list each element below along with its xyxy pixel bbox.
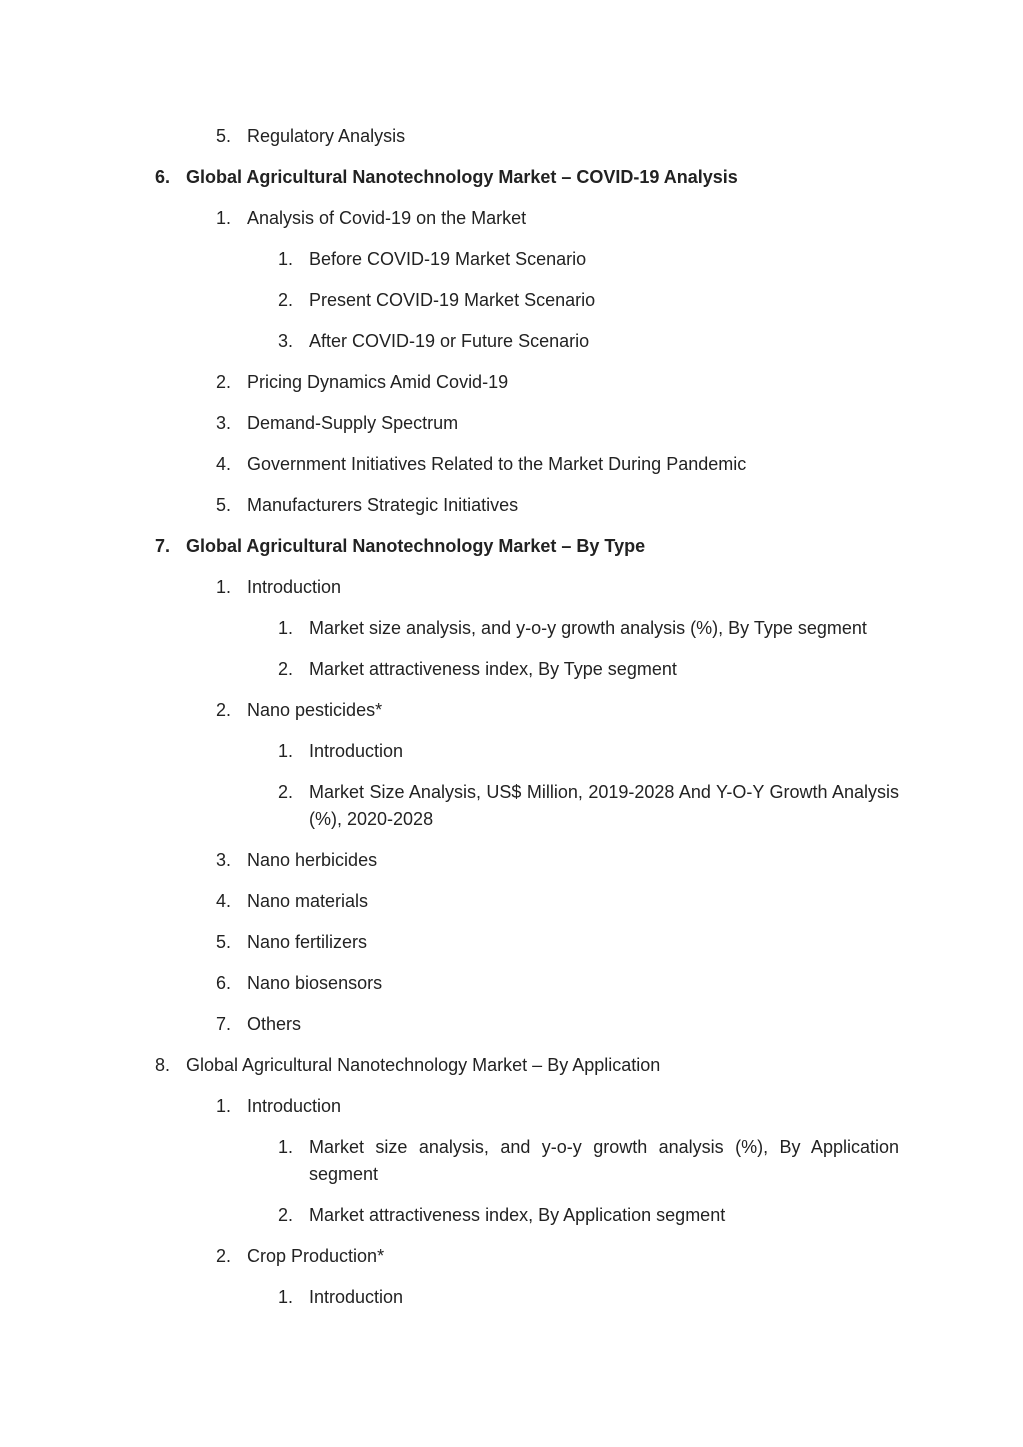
list-text: Global Agricultural Nanotechnology Market – By Application — [186, 1055, 661, 1075]
list-number: 6. — [155, 167, 171, 187]
list-text: Global Agricultural Nanotechnology Market – By Type — [186, 536, 646, 556]
list-text: After COVID-19 or Future Scenario — [309, 331, 590, 351]
list-text: Market attractiveness index, By Application segment — [309, 1205, 726, 1225]
list-number: 1. — [278, 1287, 294, 1307]
list-text: Market size analysis, and y-o-y growth analysis (%), By Application segment — [309, 1137, 899, 1184]
list-text: Introduction — [309, 741, 404, 761]
list-number: 6. — [216, 973, 232, 993]
list-text: Government Initiatives Related to the Market During Pandemic — [247, 454, 747, 474]
list-number: 2. — [278, 1205, 294, 1225]
list-text: Nano biosensors — [247, 973, 383, 993]
list-number: 1. — [278, 741, 294, 761]
list-text: Introduction — [247, 577, 342, 597]
list-text: Analysis of Covid-19 on the Market — [247, 208, 527, 228]
list-text: Nano fertilizers — [247, 932, 368, 952]
list-number: 4. — [216, 454, 232, 474]
list-text: Market Size Analysis, US$ Million, 2019-2028 And Y-O-Y Growth Analysis (%), 2020-2028 — [309, 782, 899, 829]
list-number: 2. — [278, 782, 294, 802]
list-number: 1. — [278, 618, 294, 638]
list-number: 7. — [155, 536, 171, 556]
list-text: Crop Production* — [247, 1246, 385, 1266]
list-number: 8. — [155, 1055, 171, 1075]
list-number: 1. — [278, 1137, 294, 1157]
list-number: 3. — [216, 850, 232, 870]
list-number: 3. — [216, 413, 232, 433]
list-text: Nano pesticides* — [247, 700, 383, 720]
list-number: 7. — [216, 1014, 232, 1034]
list-text: Global Agricultural Nanotechnology Market – COVID-19 Analysis — [186, 167, 738, 187]
list-number: 1. — [216, 1096, 232, 1116]
list-text: Market attractiveness index, By Type segment — [309, 659, 677, 679]
list-text: Nano herbicides — [247, 850, 378, 870]
list-number: 5. — [216, 932, 232, 952]
list-text: Market size analysis, and y-o-y growth analysis (%), By Type segment — [309, 618, 867, 638]
list-text: Regulatory Analysis — [247, 126, 406, 146]
list-text: Present COVID-19 Market Scenario — [309, 290, 596, 310]
list-number: 2. — [216, 372, 232, 392]
list-number: 1. — [216, 208, 232, 228]
list-text: Nano materials — [247, 891, 369, 911]
list-number: 1. — [216, 577, 232, 597]
list-text: Before COVID-19 Market Scenario — [309, 249, 587, 269]
list-number: 1. — [278, 249, 294, 269]
list-number: 2. — [278, 290, 294, 310]
list-text: Others — [247, 1014, 302, 1034]
list-text: Pricing Dynamics Amid Covid-19 — [247, 372, 509, 392]
list-number: 2. — [278, 659, 294, 679]
list-text: Introduction — [247, 1096, 342, 1116]
list-text: Demand-Supply Spectrum — [247, 413, 459, 433]
list-number: 2. — [216, 1246, 232, 1266]
list-number: 5. — [216, 495, 232, 515]
list-number: 2. — [216, 700, 232, 720]
list-text: Introduction — [309, 1287, 404, 1307]
list-number: 5. — [216, 126, 232, 146]
list-number: 4. — [216, 891, 232, 911]
list-number: 3. — [278, 331, 294, 351]
list-text: Manufacturers Strategic Initiatives — [247, 495, 519, 515]
